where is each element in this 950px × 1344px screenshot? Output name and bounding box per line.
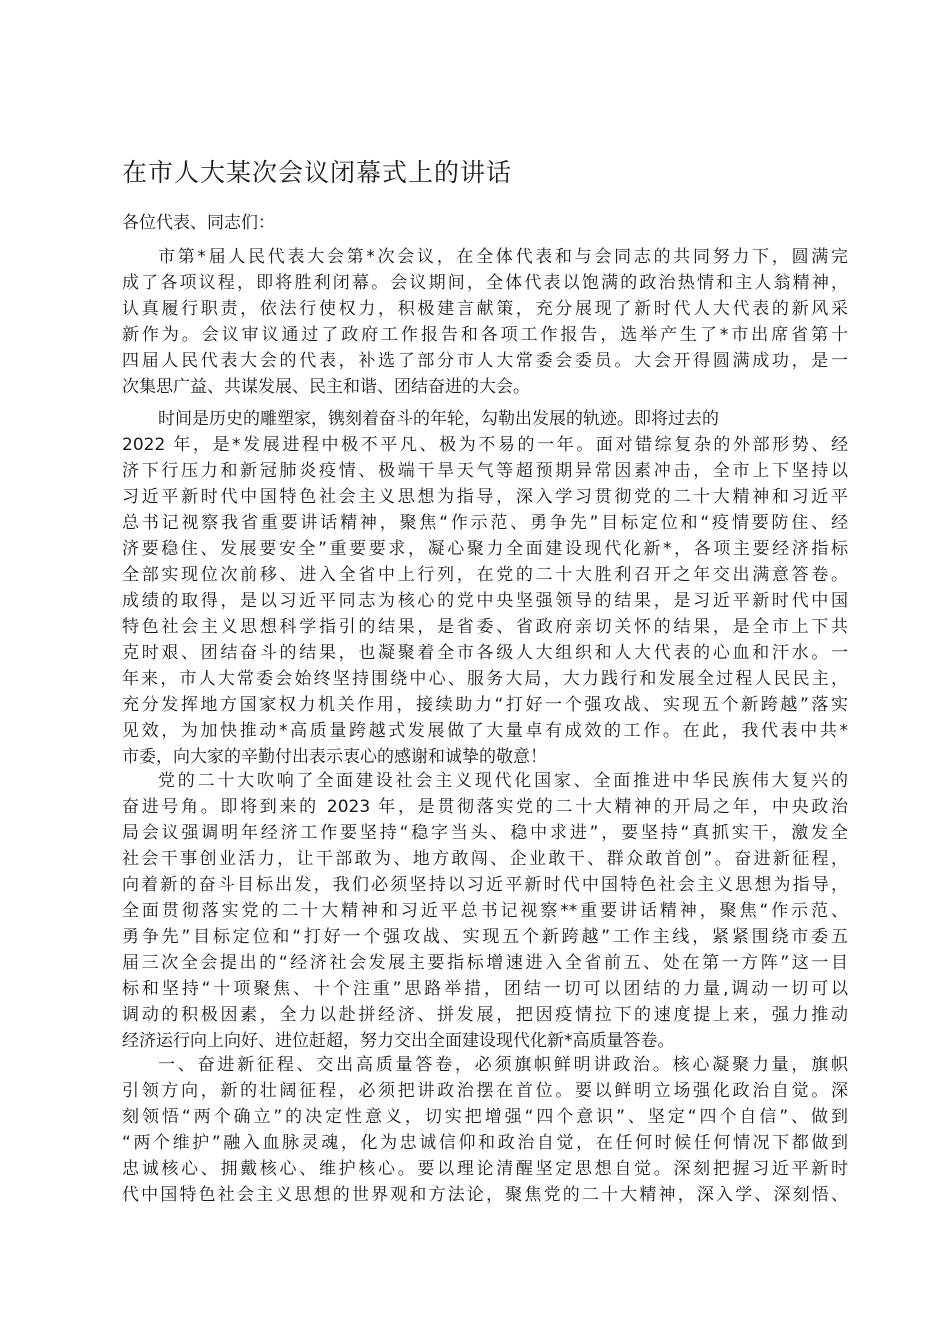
paragraph-line: 年来，市人大常委会始终坚持围绕中心、服务大局，大力践行和发展全过程人民民主， [122,669,848,689]
paragraph-line: 特色社会主义思想科学指引的结果，是省委、省政府亲切关怀的结果，是全市上下共 [122,617,848,637]
paragraph-line: 奋进号角。即将到来的 2023 年，是贯彻落实党的二十大精神的开局之年，中央政治 [122,797,848,817]
paragraph-line: 市第*届人民代表大会第*次会议，在全体代表和与会同志的共同努力下，圆满完 [158,247,848,267]
paragraph-review [122,406,848,770]
salutation: 各位代表、同志们： [122,213,275,233]
document-title: 在市人大某次会议闭幕式上的讲话 [122,158,513,187]
paragraph-line: 全面贯彻落实党的二十大精神和习近平总书记视察**重要讲话精神，聚焦“作示范、 [122,901,848,921]
paragraph-line: 社会干事创业活力，让干部敢为、地方敢闯、企业敢干、群众敢首创”。奋进新征程， [122,849,848,869]
paragraph-line: 时间是历史的雕塑家，镌刻着奋斗的年轮，勾勒出发展的轨迹。即将过去的 [158,409,719,429]
paragraph-line: 成了各项议程，即将胜利闭幕。会议期间，全体代表以饱满的政治热情和主人翁精神， [122,273,848,293]
paragraph-line: 四届人民代表大会的代表，补选了部分市人大常委会委员。大会开得圆满成功，是一 [122,351,848,371]
paragraph-line: 习近平新时代中国特色社会主义思想为指导，深入学习贯彻党的二十大精神和习近平 [122,487,848,507]
paragraph-line: 届三次全会提出的“经济社会发展主要指标增速进入全省前五、处在第一方阵”这一目 [122,953,848,973]
paragraph-line: 总书记视察我省重要讲话精神，聚焦“作示范、勇争先”目标定位和“疫情要防住、经 [122,513,848,533]
paragraph-outlook [122,768,848,1054]
paragraph-line: 勇争先”目标定位和“打好一个强攻战、实现五个新跨越”工作主线，紧紧围绕市委五 [122,927,848,947]
paragraph-line: 济要稳住、发展要安全”重要要求，凝心聚力全面建设现代化新*，各项主要经济指标 [122,539,848,559]
paragraph-line: 市委，向大家的辛勤付出表示衷心的感谢和诚挚的敬意！ [122,747,547,767]
paragraph-line: 一、奋进新征程、交出高质量答卷，必须旗帜鲜明讲政治。核心凝聚力量，旗帜 [158,1055,848,1075]
paragraph-line: 次集思广益、共谋发展、民主和谐、团结奋进的大会。 [122,377,530,397]
paragraph-line: 调动的积极因素，全力以赴拼经济、拼发展，把因疫情拉下的速度提上来，强力推动 [122,1005,848,1025]
paragraph-line: 经济运行向上向好、进位赶超，努力交出全面建设现代化新*高质量答卷。 [122,1031,675,1051]
paragraph-line: 引领方向，新的壮阔征程，必须把讲政治摆在首位。要以鲜明立场强化政治自觉。深 [122,1081,848,1101]
paragraph-section-one [122,1052,848,1208]
paragraph-line: 全部实现位次前移、进入全省中上行列，在党的二十大胜利召开之年交出满意答卷。 [122,565,848,585]
paragraph-line: 认真履行职责，依法行使权力，积极建言献策，充分展现了新时代人大代表的新风采 [122,299,848,319]
paragraph-line: 标和坚持“十项聚焦、十个注重”思路举措，团结一切可以团结的力量,调动一切可以 [122,979,848,999]
paragraph-opening [122,244,848,400]
paragraph-line: 向着新的奋斗目标出发，我们必须坚持以习近平新时代中国特色社会主义思想为指导， [122,875,848,895]
paragraph-line: 新作为。会议审议通过了政府工作报告和各项工作报告，选举产生了*市出席省第十 [122,325,848,345]
paragraph-line: 代中国特色社会主义思想的世界观和方法论，聚焦党的二十大精神，深入学、深刻悟、 [122,1185,848,1205]
paragraph-line: 充分发挥地方国家权力机关作用，接续助力“打好一个强攻战、实现五个新跨越”落实 [122,695,848,715]
paragraph-line: 见效，为加快推动*高质量跨越式发展做了大量卓有成效的工作。在此，我代表中共* [122,721,848,741]
paragraph-line: 忠诚核心、拥戴核心、维护核心。要以理论清醒坚定思想自觉。深刻把握习近平新时 [122,1159,848,1179]
paragraph-line: 刻领悟“两个确立”的决定性意义，切实把增强“四个意识”、坚定“四个自信”、做到 [122,1107,848,1127]
paragraph-line: 克时艰、团结奋斗的结果，也凝聚着全市各级人大组织和人大代表的心血和汗水。一 [122,643,848,663]
paragraph-line: 局会议强调明年经济工作要坚持“稳字当头、稳中求进”，要坚持“真抓实干，激发全 [122,823,848,843]
paragraph-line: 党的二十大吹响了全面建设社会主义现代化国家、全面推进中华民族伟大复兴的 [158,771,848,791]
paragraph-line: 济下行压力和新冠肺炎疫情、极端干旱天气等超预期异常因素冲击，全市上下坚持以 [122,461,848,481]
paragraph-line: 2022 年，是*发展进程中极不平凡、极为不易的一年。面对错综复杂的外部形势、经 [122,435,848,455]
paragraph-line: 成绩的取得，是以习近平同志为核心的党中央坚强领导的结果，是习近平新时代中国 [122,591,848,611]
paragraph-line: “两个维护”融入血脉灵魂，化为忠诚信仰和政治自觉，在任何时候任何情况下都做到 [122,1133,848,1153]
